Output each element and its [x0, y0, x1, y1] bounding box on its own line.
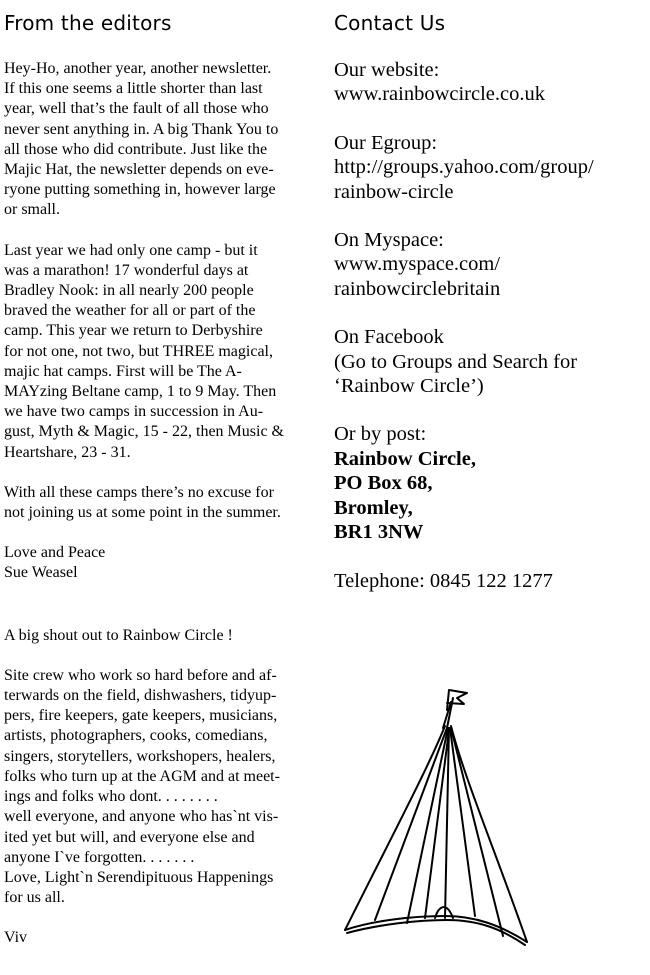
text-line: Bradley Nook: in all nearly 200 people [4, 282, 254, 300]
myspace-link-cont[interactable]: rainbowcirclebritain [334, 277, 501, 300]
text-line: we have two camps in succession in Au- [4, 403, 264, 421]
text-line: ited yet but will, and everyone else and [4, 828, 255, 846]
editors-heading: From the editors [4, 11, 172, 35]
signoff-line: Love and Peace [4, 544, 106, 562]
myspace-label: On Myspace: [334, 229, 444, 252]
text-line: artists, photographers, cooks, comedians, [4, 727, 268, 745]
contact-details [334, 58, 646, 593]
shoutout-body [4, 666, 322, 908]
editors-column [4, 0, 322, 949]
text-line: If this one seems a little shorter than last [4, 80, 263, 98]
post-label: Or by post: [334, 423, 427, 446]
editors-signoff [4, 543, 322, 583]
text-line: Heartshare, 23 - 31. [4, 443, 131, 461]
contact-column [334, 0, 646, 593]
address-line: PO Box 68, [334, 472, 433, 495]
text-line: terwards on the field, dishwashers, tidyup- [4, 687, 277, 705]
text-line: year, well that’s the fault of all those who [4, 100, 269, 118]
text-line: or small. [4, 201, 60, 219]
website-link[interactable]: www.rainbowcircle.co.uk [334, 83, 545, 106]
text-line: never sent anything in. A big Thank You to [4, 120, 279, 138]
facebook-label: On Facebook [334, 326, 444, 349]
address-line: BR1 3NW [334, 521, 424, 544]
editors-para-3 [4, 483, 322, 523]
text-line: MAYzing Beltane camp, 1 to 9 May. Then [4, 383, 277, 401]
editors-para-2 [4, 241, 322, 463]
text-line: ryone putting something in, however large [4, 181, 276, 199]
facebook-block [334, 325, 646, 398]
text-line: ings and folks who dont. . . . . . . . [4, 788, 218, 806]
telephone: Telephone: 0845 122 1277 [334, 569, 553, 592]
text-line: pers, fire keepers, gate keepers, musicians, [4, 707, 278, 725]
text-line: Hey-Ho, another year, another newsletter. [4, 60, 272, 77]
editors-text [4, 59, 322, 949]
text-line: Site crew who work so hard before and af- [4, 666, 277, 684]
text-line: camp. This year we return to Derbyshire [4, 322, 263, 340]
text-line: was a marathon! 17 wonderful days at [4, 261, 249, 279]
tepee-illustration [335, 680, 535, 950]
text-line: Last year we had only one camp - but it [4, 241, 258, 259]
text-line: braved the weather for all or part of the [4, 302, 256, 320]
text-line: anyone I`ve forgotten. . . . . . . [4, 848, 195, 866]
signoff-name: Sue Weasel [4, 564, 78, 582]
facebook-note: (Go to Groups and Search for [334, 350, 578, 373]
text-line: Majic Hat, the newsletter depends on eve- [4, 161, 274, 179]
text-line: gust, Myth & Magic, 15 - 22, then Music & [4, 423, 284, 441]
text-line: for not one, not two, but THREE magical, [4, 342, 273, 360]
egroup-link-cont[interactable]: rainbow-circle [334, 180, 454, 203]
facebook-note-cont: ‘Rainbow Circle’) [334, 375, 484, 398]
text-line: all those who did contribute. Just like the [4, 140, 268, 158]
myspace-block [334, 228, 646, 301]
shoutout-title: A big shout out to Rainbow Circle ! [4, 626, 233, 644]
text-line: singers, storytellers, workshopers, healers, [4, 747, 276, 765]
text-line: majic hat camps. First will be The A- [4, 362, 242, 380]
shoutout-signature: Viv [4, 929, 28, 947]
address-line: Rainbow Circle, [334, 447, 476, 470]
egroup-link[interactable]: http://groups.yahoo.com/group/ [334, 156, 594, 179]
website-block [334, 58, 646, 107]
text-line: not joining us at some point in the summer. [4, 504, 281, 522]
editors-para-1 [4, 59, 322, 221]
contact-heading: Contact Us [334, 11, 446, 35]
myspace-link[interactable]: www.myspace.com/ [334, 253, 501, 276]
text-line: for us all. [4, 889, 65, 907]
text-line: folks who turn up at the AGM and at meet- [4, 767, 280, 785]
egroup-block [334, 131, 646, 204]
text-line: With all these camps there’s no excuse for [4, 483, 274, 501]
address-line: Bromley, [334, 496, 413, 519]
website-label: Our website: [334, 59, 440, 81]
post-block [334, 422, 646, 544]
text-line: well everyone, and anyone who has`nt vis- [4, 808, 279, 826]
egroup-label: Our Egroup: [334, 131, 438, 154]
text-line: Love, Light`n Serendipituous Happenings [4, 868, 274, 886]
